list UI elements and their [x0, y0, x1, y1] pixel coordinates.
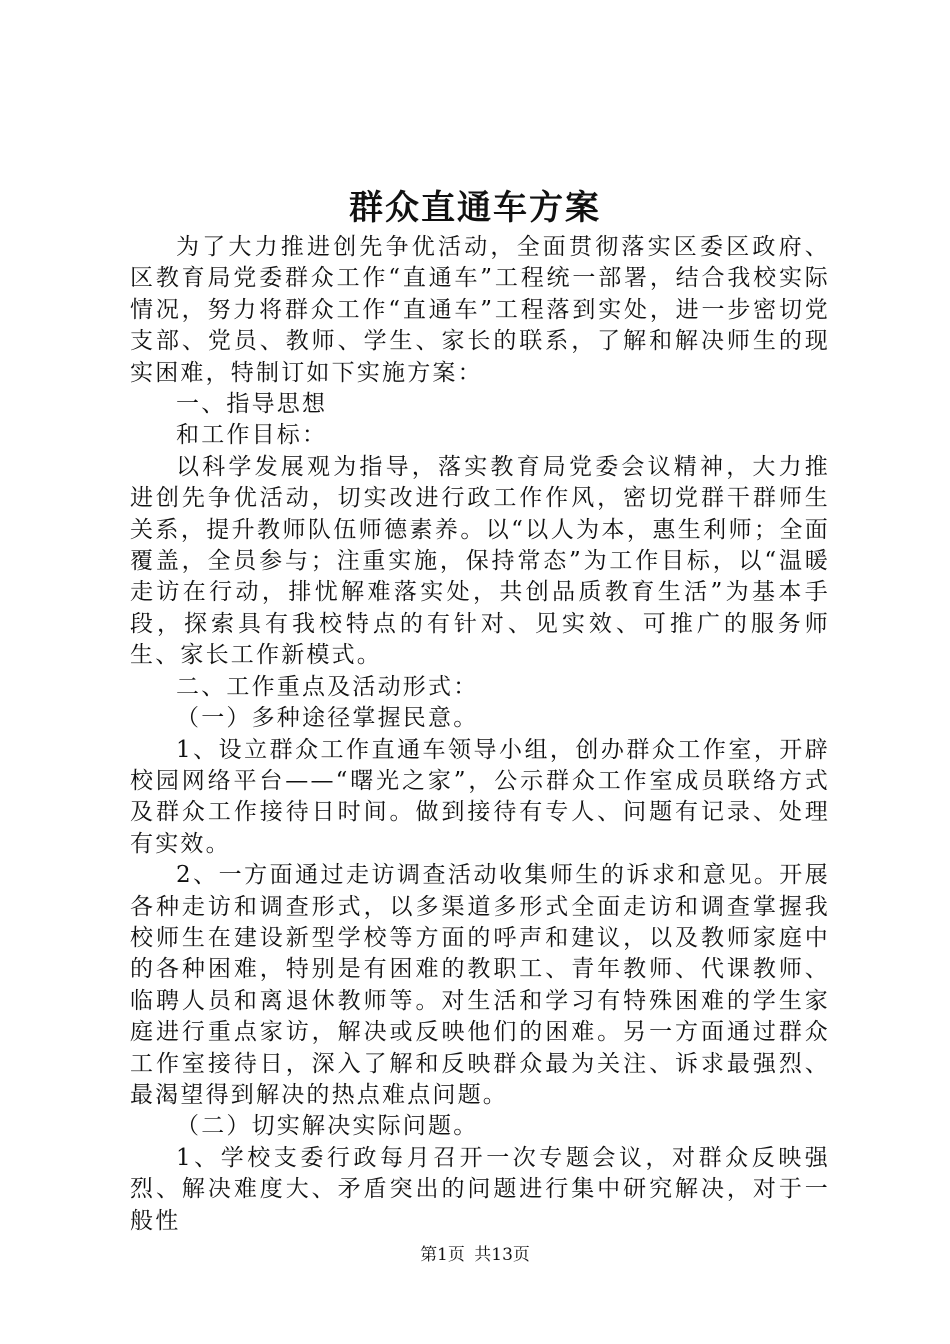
heading-guiding-ideology: 一、指导思想: [176, 391, 328, 418]
document-title: 群众直通车方案: [349, 188, 601, 228]
document-body: [130, 232, 830, 1237]
heading-work-focus: 二、工作重点及活动形式：: [176, 673, 479, 700]
paragraph-intro: 为了大力推进创先争优活动，全面贯彻落实区委区政府、区教育局党委群众工作“直通车”工程统一部署，结合我校实际情况，努力将群众工作“直通车”工程落到实处，进一步密切党支部、党员、教师、学生、家长的联系，了解和解决师生的现实困难，特制订如下实施方案：: [130, 234, 830, 386]
heading-work-goals: 和工作目标：: [176, 422, 328, 449]
subheading-public-opinion: （一）多种途径掌握民意。: [176, 705, 479, 732]
paragraph-item-2: 2、一方面通过走访调查活动收集师生的诉求和意见。开展各种走访和调查形式，以多渠道多形式全面走访和调查掌握我校师生在建设新型学校等方面的呼声和建议，以及教师家庭中的各种困难，特别是有困难的教职工、青年教师、代课教师、临聘人员和离退休教师等。对生活和学习有特殊困难的学生家庭进行重点家访，解决或反映他们的困难。另一方面通过群众工作室接待日，深入了解和反映群众最为关注、诉求最强烈、最渴望得到解决的热点难点问题。: [130, 862, 830, 1108]
page-number: 第1页: [420, 1245, 465, 1265]
page-footer: [0, 1243, 950, 1267]
subheading-solve-problems: （二）切实解决实际问题。: [176, 1113, 479, 1140]
paragraph-item-3: 1、学校支委行政每月召开一次专题会议，对群众反映强烈、解决难度大、矛盾突出的问题进行集中研究解决，对于一般性: [130, 1144, 830, 1234]
paragraph-goals: 以科学发展观为指导，落实教育局党委会议精神，大力推进创先争优活动，切实改进行政工作作风，密切党群干群师生关系，提升教师队伍师德素养。以“以人为本，惠生利师；全面覆盖，全员参与；注重实施，保持常态”为工作目标，以“温暖走访在行动，排忧解难落实处，共创品质教育生活”为基本手段，探索具有我校特点的有针对、见实效、可推广的服务师生、家长工作新模式。: [130, 453, 830, 669]
page-total: 共13页: [474, 1245, 530, 1265]
paragraph-item-1: 1、设立群众工作直通车领导小组，创办群众工作室，开辟校园网络平台——“曙光之家”，公示群众工作室成员联络方式及群众工作接待日时间。做到接待有专人、问题有记录、处理有实效。: [130, 736, 830, 857]
